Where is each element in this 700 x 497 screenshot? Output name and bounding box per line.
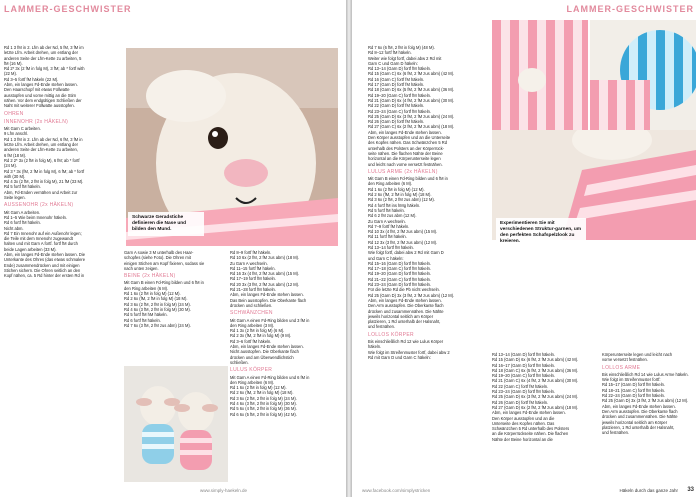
text-line: anderen Seite der Lfm-Kette zu arbeiten, xyxy=(4,147,78,153)
text-line: Rd 3 6x (2 fM, 2 fM in folg M) (24 M). xyxy=(230,395,297,401)
text-line: fM (16 M). xyxy=(4,60,23,66)
text-line: Rd 5 fortf fM häkeln. xyxy=(4,184,41,190)
text-line: Das Bein ausstopfen. Die Oberkante flach xyxy=(230,297,307,303)
left-column-2 xyxy=(124,250,228,328)
text-line: Abm, ein langes Fd-Ende stehen lassen. xyxy=(230,344,304,350)
text-line: Rd 19–20 (Garn C) fortf fM häkeln. xyxy=(492,373,556,379)
text-line: unterhalb des Polsters an der Körperrück- xyxy=(368,145,445,151)
text-line: Den Arm ausstopfen. Die Oberkante flach xyxy=(368,303,444,309)
text-line: Rd 6 2 fM zus abm (12 M). xyxy=(368,213,417,219)
text-line: Rd 6 6x (5 fM, 2 fM in folg M) (42 M). xyxy=(230,411,297,417)
text-line: Rd 25 (Garn D) 3x (3 fM, 2 fM zus abm) (12 M). xyxy=(602,398,689,404)
text-line: Rd 5 fortf fM hM häkeln. xyxy=(124,312,168,318)
text-line: Rd 18 (Garn C) 6x (5 fM, 2 fM zus abm) (36 M). xyxy=(492,367,579,373)
text-line: Mit Garn C arbeiten. xyxy=(4,126,41,132)
right-header: LAMMER-GESCHWISTER xyxy=(566,4,694,14)
text-line: Abm, ein langes Fd-Ende stehen lassen. xyxy=(368,129,442,135)
text-line: Rd 2* 3x (2 fM in folg M), 3 fM; ab * fortf with xyxy=(4,66,85,72)
text-line: (24 M). xyxy=(4,163,17,169)
text-line: Rd 2 3x (fM, 2 fM in folg M) (9 M). xyxy=(230,333,292,339)
section-heading-lulus-koerper: LULUS KÖRPER xyxy=(230,367,273,374)
text-line: Rd 8–12 fortf fM häkeln. xyxy=(368,50,412,56)
text-line: Rd 17–19 fortf fM häkeln. xyxy=(230,276,276,282)
text-line: nach unten zeigen. xyxy=(124,265,159,271)
text-line: Abm, ein langes Fd-Ende stehen lassen. xyxy=(492,410,566,416)
text-line: den Ring arbeiten (6 M). xyxy=(124,285,169,291)
text-line: Rd 17 (Garn D) fortf fM häkeln. xyxy=(368,82,425,88)
text-line: Rd 11–15 fortf fM häkeln. xyxy=(230,265,276,271)
text-line: vorne versetzt festnähen. xyxy=(602,357,648,363)
lamb-tail-photo xyxy=(492,20,588,130)
text-line: Für die letzte Rd die Pb nicht wechseln. xyxy=(368,287,440,293)
text-line: Rd 25 (Garn D) 6x (3 fM, 2 fM zus abm) (24 M). xyxy=(368,113,455,119)
text-line: Mit Garn A einen Fd-Ring bilden und 3 fM in xyxy=(230,317,310,323)
text-line: Rd 1 6x (2 fM in folg M) (12 M). xyxy=(124,291,181,297)
text-line: drücken und zusammennähen. Die Nähte xyxy=(602,414,678,420)
text-line: schopfes (siehe Foto). Die Ohren mit xyxy=(124,255,191,261)
text-line: Rd 26 (Garn D) fortf fM häkeln. xyxy=(492,399,549,405)
text-line: Rd 27 (Garn D) 6x (2 fM, 2 fM zus abm) (18 M). xyxy=(492,404,579,410)
text-line: Bis einschließlich Rd 12 wie Lulus Körper xyxy=(368,339,444,345)
text-line: Rd 23–24 (Garn C) fortf fM häkeln. xyxy=(368,108,432,114)
text-line: Rd 1 6x (2 fM in folg M) (12 M). xyxy=(368,186,425,192)
text-line: jeweils horizontal seitlich am Körper xyxy=(602,419,668,425)
text-line: und Garn C häkeln: xyxy=(368,255,404,261)
text-line: Rd 17–18 (Garn C) fortf fM häkeln. xyxy=(368,266,432,272)
text-line: Rd 21–22 (Garn C) fortf fM häkeln. xyxy=(368,276,432,282)
lamb-siblings-photo xyxy=(124,366,228,482)
text-line: Rd 2 6x (fM, 2 fM in folg M) (18 M). xyxy=(368,192,432,198)
text-line: Rd 12 3x (3 fM, 2 fM zus abm) (12 M). xyxy=(368,239,438,245)
left-footer-url: www.simply-haekeln.de xyxy=(200,488,248,493)
text-line: Rd 25 (Garn D) 3x (3 fM, 2 fM zus abm) (12 M). xyxy=(368,292,455,298)
striped-sweater-photo xyxy=(590,20,696,130)
text-line: Nicht ausstopfen. Die Oberkante flach xyxy=(230,349,299,355)
text-line: horizontal an die Körperunterseite legen xyxy=(368,156,441,162)
text-line: Rd 22–24 (Garn D) fortf fM häkeln. xyxy=(602,393,666,399)
text-line: Rd 3 6x (2 fM, 2 fM in folg M) (24 M). xyxy=(124,301,191,307)
text-line: Rd 4 fortf fM ins hMg häkeln. xyxy=(368,202,421,208)
section-heading-schwaenzchen: SCHWÄNZCHEN xyxy=(230,310,273,317)
left-column-3 xyxy=(230,250,342,417)
text-line: Rd 10 3x (4 fM, 2 fM zus abm) (15 M). xyxy=(368,229,438,235)
text-line: beide Lagen arbeiten (33 M). xyxy=(4,246,57,252)
text-line: Rd 22 (Garn C) fortf fM häkeln. xyxy=(492,383,549,389)
text-line: Rd 15–16 (Garn D) fortf fM häkeln. xyxy=(368,260,432,266)
text-line: Rd 11 fortf fM häkeln. xyxy=(368,234,407,240)
text-line: Rd 1 3 fM in 2. Lfm ab der Nd, 6 fM, 3 fM in xyxy=(4,136,83,142)
text-line: (22 M). xyxy=(4,71,17,77)
text-line: Rd 7 Ein Innenohr auf ein Außenohr legen; xyxy=(4,230,82,236)
left-column-1 xyxy=(4,45,122,278)
text-line: Rd 27 (Garn C) 6x (2 fM, 2 fM zus abm) (18 M). xyxy=(368,124,455,130)
page-number: 33 xyxy=(687,487,694,493)
text-line: Rd 21 (Garn C) 6x (4 fM, 2 fM zus abm) (30 M). xyxy=(492,378,579,384)
text-line: schließen. xyxy=(230,359,249,365)
section-subheading-innenohr: INNENOHR (2x HÄKELN) xyxy=(4,118,69,125)
text-line: Rd 18–21 (Garn C) fortf fM häkeln. xyxy=(602,387,666,393)
text-line: an die Körperrückseite nähen. Die flachen xyxy=(492,431,569,437)
text-line: 9 Lfm anschl. xyxy=(4,131,29,137)
right-footer-url: www.facebook.com/simplystricken xyxy=(362,488,431,493)
text-line: Rd mit Garn D und Garn C häkeln: xyxy=(368,354,431,360)
photo-caption-fleece: Experimentieren Sie mit verschiedenen Struktur-garnen, um den perfekten Schafspelzlook zu kreieren. xyxy=(496,218,586,248)
text-line: halten und mit Garn A fortf. fortf fM durch xyxy=(4,241,78,247)
text-line: drücken und schließen. xyxy=(230,302,273,308)
text-line: Abm, Fd-Enden vernähen und Arbeit zur xyxy=(4,189,78,195)
text-line: Kopf nähen, ca. 5 Rd hinter der ersten Rd in xyxy=(4,273,85,279)
text-line: häkeln. xyxy=(368,344,382,350)
text-line: Rd 15 (Garn D) 6x (6 fM, 2 fM zus abm) (42 M). xyxy=(492,357,579,363)
text-line: Rd 6 fortf fM häkeln. xyxy=(4,220,41,226)
text-line: Rd 7 6x (3 fM, 2 fM zus abm) (24 M). xyxy=(124,322,191,328)
text-line: Den Arm ausstopfen. Die Oberkante flach xyxy=(602,408,678,414)
text-line: Rd 21–28 fortf fM häkeln. xyxy=(230,287,276,293)
text-line: Nähte der Beine horizontal an die xyxy=(492,436,553,442)
text-line: und festnähen. xyxy=(368,324,396,330)
text-line: Rd 15 (Garn C) 6x (6 fM, 2 fM zus abm) (42 M). xyxy=(368,71,455,77)
section-heading-lollos-koerper: LOLLOS KÖRPER xyxy=(368,331,414,338)
text-line: platzieren, 1 Rd unterhalb der Halsnaht, xyxy=(368,319,441,325)
text-line: Rd 1 3x (2 fM in folg M) (6 M). xyxy=(230,328,285,334)
text-line: Unterkante des Ohres (das etwas schmalere xyxy=(4,257,86,263)
text-line: platzieren, 1 Rd unterhalb der Halsnaht, xyxy=(602,424,675,430)
text-line: Rd 19–20 (Garn D) fortf fM häkeln. xyxy=(368,271,432,277)
text-line: nähen. Vor dem endgültigen Schließen der xyxy=(4,97,82,103)
text-line: und leicht nach vorne versetzt festnähen. xyxy=(368,161,443,167)
left-header: LAMMER-GESCHWISTER xyxy=(4,4,132,14)
text-line: Wie folgt fortf, dabei abw 2 Rd mit Garn D xyxy=(368,250,444,256)
text-line: Zu Garn A wechseln. xyxy=(368,218,406,224)
text-line: den Ring arbeiten (6 M). xyxy=(230,379,275,385)
text-line: Rd 2 6x (fM, 2 fM in folg M) (18 M). xyxy=(124,296,188,302)
text-line: Rd 3–5 fortf fM häkeln (22 M). xyxy=(4,76,59,82)
text-line: Wie folgt im Streifenmuster fortf, dabei abw 2 xyxy=(368,349,450,355)
text-line: Rd 16 3x (4 fM, 2 fM zus abm) (15 M). xyxy=(230,271,300,277)
text-line: Rd 13–14 (Garn D) fortf fM häkeln. xyxy=(492,352,556,357)
text-line: seite nähen. Die flachen Nähte der Beine xyxy=(368,150,443,156)
text-line: Abm, ein langes Fd-Ende stehen lassen. xyxy=(602,403,676,409)
text-line: Abm, ein langes Fd-Ende stehen lassen. xyxy=(230,292,304,298)
text-line: 6 fM (18 M). xyxy=(4,152,27,158)
text-line: jeweils horizontal seitlich am Körper xyxy=(368,313,434,319)
text-line: Rd 19–20 (Garn C) fortf fM häkeln. xyxy=(368,92,432,98)
text-line: und festnähen. xyxy=(602,430,630,436)
text-line: Wie folgt im Streifenmuster fortf: xyxy=(602,377,661,383)
text-line: with (30 M). xyxy=(4,173,26,179)
text-line: Schwänzchen 5 Rd unterhalb des Polsters xyxy=(492,426,570,432)
text-line: Weiter wie folgt fortf, dabei abw 2 Rd mit xyxy=(368,55,442,61)
text-line: Rd 26 (Garn D) fortf fM häkeln. xyxy=(368,119,425,125)
text-line: drücken und am Überwendlichstich xyxy=(230,354,294,360)
text-line: den Ring arbeiten (6 M). xyxy=(368,181,413,187)
text-line: die Teile mit dem Innenohr zugewandt xyxy=(4,236,73,242)
text-line: Seite legen. xyxy=(4,195,26,201)
text-line: Rd 1 6x (2 fM in folg M) (12 M). xyxy=(230,385,287,391)
text-line: Garn A sowie 3 M unterhalb des Haar- xyxy=(124,250,194,255)
text-line: Rd 7–9 fortf fM häkeln. xyxy=(368,223,410,229)
section-heading-lulus-arme: LULUS ARME (2x HÄKELN) xyxy=(368,168,438,175)
right-column-3 xyxy=(602,352,696,435)
text-line: Rd 1–5 Wie beim Innenohr häkeln. xyxy=(4,214,68,220)
text-line: Rd 23–24 (Garn D) fortf fM häkeln. xyxy=(368,282,432,288)
text-line: Den Körper ausstopfen und an die Unterseite xyxy=(368,135,451,141)
text-line: Rd 1 3 fM in 2. Lfm ab der Nd, 5 fM, 3 fM im xyxy=(4,45,84,50)
text-line: Rd 23–24 (Garn D) fortf fM häkeln. xyxy=(492,389,556,395)
text-line: Stichen sichern. Die Ohren seitlich an den xyxy=(4,267,81,273)
text-line: Rd 7 6x (6 fM, 2 fM in folg M) (48 M). xyxy=(368,45,435,50)
text-line: Rd 5 fortf fM häkeln. xyxy=(368,207,405,213)
text-line: Rd 25 (Garn D) 6x (3 fM, 2 fM zus abm) (24 M). xyxy=(492,394,579,400)
text-line: Rd 18 (Garn D) 6x (5 fM, 2 fM zus abm) (36 M). xyxy=(368,87,455,93)
text-line: letzte Lfm. Arbeit drehen, um entlang der xyxy=(4,50,78,56)
text-line: Rd 4 3x (2 fM, 2 fM in folg M), 21 fM (33 M). xyxy=(4,179,84,185)
section-subheading-aussenohr: AUSSENOHR (2x HÄKELN) xyxy=(4,202,74,209)
text-line: Rd 10 6x (2 fM, 2 fM zus abm) (18 M). xyxy=(230,255,300,261)
right-column-1 xyxy=(368,45,484,360)
section-heading-lollos-arme: LOLLOS ARME xyxy=(602,364,641,371)
text-line: des Kopfes nähen. Das Schwänzchen 5 Rd xyxy=(368,140,447,146)
text-line: Rd 3 * 3x (fM, 2 fM in folg M), 6 fM; ab * fortf xyxy=(4,168,85,174)
text-line: Rd 5 6x (4 fM, 2 fM in folg M) (36 M). xyxy=(230,406,297,412)
text-line: anderen Seite der Lfm-Kette zu arbeiten, 5 xyxy=(4,55,82,61)
text-line: Abm, ein langes Fd-Ende stehen lassen. xyxy=(368,297,442,303)
text-line: Rd 13–14 fortf fM häkeln. xyxy=(368,244,414,250)
text-line: Den Körper ausstopfen und an die xyxy=(492,415,555,421)
text-line: Ende) zusammendrücken und mit einigen xyxy=(4,262,80,268)
text-line: drücken und zusammennähen. Die Nähte xyxy=(368,308,444,314)
text-line: Rd 4 6x (3 fM, 2 fM in folg M) (30 M). xyxy=(124,306,191,312)
text-line: Unterseite des Kopfes nähen. Das xyxy=(492,420,555,426)
text-line: Mit Garn A einen Fd-Ring bilden und 6 fM in xyxy=(230,374,310,380)
text-line: Nicht abm. xyxy=(4,225,24,231)
text-line: Naht mit weiterer Füllwatte ausstopfen. xyxy=(4,103,75,109)
text-line: Abm, ein langes Fd-Ende stehen lassen. Die xyxy=(4,251,86,257)
text-line: Rd 13–14 (Garn D) fortf fM häkeln. xyxy=(368,66,432,72)
text-line: Mit Garn B einen Fd-Ring bilden und 6 fM in xyxy=(124,280,204,286)
text-line: Rd 15–17 (Garn D) fortf fM häkeln. xyxy=(602,382,666,388)
section-heading-ohren: OHREN xyxy=(4,110,24,117)
text-line: Bis einschließlich Rd 14 wie Lulus Arme häkeln. xyxy=(602,371,689,377)
text-line: einigen Stichen am Kopf fixieren, sodass sie xyxy=(124,260,205,266)
text-line: Rd 20 3x (3 fM, 2 fM zus abm) (12 M). xyxy=(230,281,300,287)
text-line: Rd 8–9 fortf fM häkeln. xyxy=(230,250,272,255)
section-heading-beine: BEINE (2x HÄKELN) xyxy=(124,273,176,280)
right-column-2 xyxy=(492,352,598,442)
text-line: Rd 6 fortf fM häkeln. xyxy=(124,317,161,323)
text-line: Garn C und Garn D häkeln: xyxy=(368,60,418,66)
text-line: Rd 22 (Garn D) fortf fM häkeln. xyxy=(368,103,425,109)
text-line: Rd 3–6 fortf fM häkeln. xyxy=(230,338,272,344)
text-line: Abm, ein langes Fd-Ende stehen lassen. xyxy=(4,82,78,88)
text-line: Rd 21 (Garn D) 6x (4 fM, 2 fM zus abm) (30 M). xyxy=(368,97,455,103)
text-line: Rd 3 6x (2 fM, 2 fM zus abm) (12 M). xyxy=(368,197,435,203)
text-line: Rd 4 6x (3 fM, 2 fM in folg M) (30 M). xyxy=(230,401,297,407)
text-line: Den Haarschopf mit etwas Füllwatte xyxy=(4,87,70,93)
text-line: den Ring arbeiten (3 M). xyxy=(230,322,275,328)
right-footer-title: Häkeln durch das ganze Jahr xyxy=(619,488,678,493)
text-line: Rd 2 6x (fM, 2 fM in folg M) (18 M). xyxy=(230,390,294,396)
text-line: Mit Garn B einen Fd-Ring bilden und 6 fM in xyxy=(368,176,448,182)
text-line: Rd 16–17 (Garn D) fortf fM häkeln. xyxy=(492,362,556,368)
text-line: Rd 2 2* 3x (2 fM in folg M), 6 fM; ab * fortf xyxy=(4,157,80,163)
text-line: Zu Garn A wechseln. xyxy=(230,260,268,266)
right-page xyxy=(352,0,700,497)
text-line: letzte Lfm. Arbeit drehen, um entlang der xyxy=(4,142,78,148)
text-line: Rd 16 (Garn C) fortf fM häkeln. xyxy=(368,76,425,82)
text-line: Körperunterseite legen und leicht nach xyxy=(602,352,673,357)
photo-caption-nose: Schwarze Geradstiche definieren die Nase und bilden den Mund. xyxy=(128,212,204,236)
left-page xyxy=(0,0,346,497)
text-line: Mit Garn A arbeiten. xyxy=(4,209,41,215)
text-line: ausstopfen und vorne mittig an die Stirn xyxy=(4,92,77,98)
